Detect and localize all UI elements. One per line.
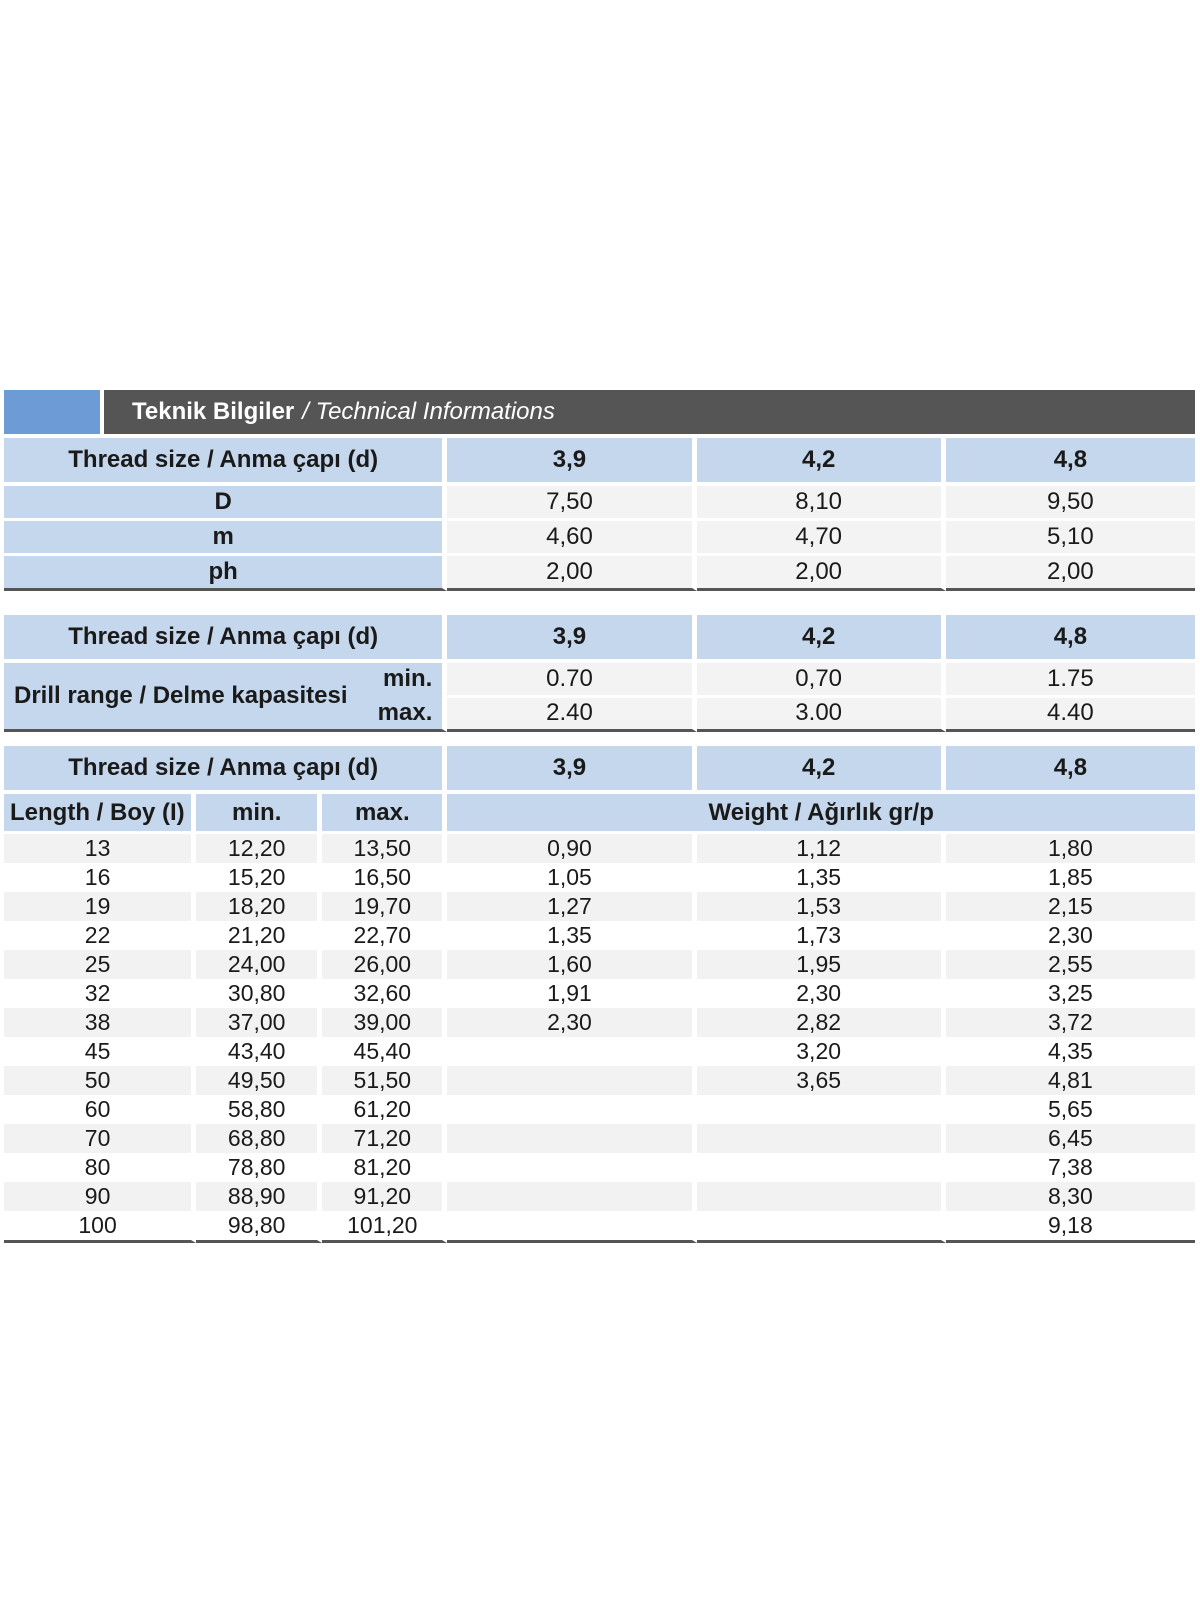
weight-cell: 1,60 <box>447 950 696 979</box>
min-cell: 12,20 <box>196 834 322 863</box>
row-label: D <box>4 486 447 521</box>
thread-size-label: Thread size / Anma çapı (d) <box>4 746 447 794</box>
cell-value: 5,10 <box>946 521 1195 556</box>
size-4-8: 4,8 <box>946 746 1195 794</box>
table-row <box>4 979 1195 1008</box>
size-4-8: 4,8 <box>946 438 1195 486</box>
cell-value: 2,00 <box>697 556 946 591</box>
cell-value: 9,50 <box>946 486 1195 521</box>
accent-block <box>4 390 104 434</box>
table-row <box>4 1153 1195 1182</box>
weight-cell <box>447 1211 696 1243</box>
weight-cell: 3,25 <box>946 979 1195 1008</box>
min-cell: 18,20 <box>196 892 322 921</box>
min-cell: 24,00 <box>196 950 322 979</box>
cell-value: 2,00 <box>447 556 696 591</box>
drill-max-value: 3.00 <box>697 698 946 733</box>
weight-body <box>4 834 1195 1243</box>
min-cell: 15,20 <box>196 863 322 892</box>
min-cell: 68,80 <box>196 1124 322 1153</box>
size-4-2: 4,2 <box>697 615 946 663</box>
weight-header-row <box>4 746 1195 794</box>
weight-cell <box>697 1095 946 1124</box>
weight-cell: 6,45 <box>946 1124 1195 1153</box>
drill-range-table <box>4 615 1195 732</box>
weight-cell: 9,18 <box>946 1211 1195 1243</box>
dimension-row-m <box>4 521 1195 556</box>
max-cell: 45,40 <box>322 1037 447 1066</box>
length-cell: 13 <box>4 834 196 863</box>
weight-cell: 1,05 <box>447 863 696 892</box>
table-row <box>4 863 1195 892</box>
max-cell: 22,70 <box>322 921 447 950</box>
weight-cell: 5,65 <box>946 1095 1195 1124</box>
length-cell: 60 <box>4 1095 196 1124</box>
weight-cell <box>447 1182 696 1211</box>
length-cell: 45 <box>4 1037 196 1066</box>
length-min-label: min. <box>196 794 322 834</box>
dimensions-header-row <box>4 438 1195 486</box>
title-turkish: Teknik Bilgiler <box>132 398 295 425</box>
weight-cell <box>447 1066 696 1095</box>
length-cell: 100 <box>4 1211 196 1243</box>
weight-cell <box>697 1211 946 1243</box>
size-4-8: 4,8 <box>946 615 1195 663</box>
cell-value: 4,70 <box>697 521 946 556</box>
weight-cell: 2,15 <box>946 892 1195 921</box>
weight-cell: 2,30 <box>697 979 946 1008</box>
cell-value: 8,10 <box>697 486 946 521</box>
length-cell: 90 <box>4 1182 196 1211</box>
min-cell: 30,80 <box>196 979 322 1008</box>
table-row <box>4 1095 1195 1124</box>
thread-size-label: Thread size / Anma çapı (d) <box>4 615 447 663</box>
weight-cell: 2,82 <box>697 1008 946 1037</box>
weight-cell <box>697 1124 946 1153</box>
drill-header-row <box>4 615 1195 663</box>
table-row <box>4 1008 1195 1037</box>
dimensions-table <box>4 438 1195 591</box>
max-cell: 19,70 <box>322 892 447 921</box>
weight-cell: 8,30 <box>946 1182 1195 1211</box>
weight-cell: 7,38 <box>946 1153 1195 1182</box>
size-3-9: 3,9 <box>447 615 696 663</box>
weight-cell <box>447 1153 696 1182</box>
weight-cell: 3,65 <box>697 1066 946 1095</box>
min-cell: 37,00 <box>196 1008 322 1037</box>
length-cell: 70 <box>4 1124 196 1153</box>
min-cell: 43,40 <box>196 1037 322 1066</box>
table-row <box>4 834 1195 863</box>
drill-max-value: 2.40 <box>447 698 696 733</box>
max-cell: 71,20 <box>322 1124 447 1153</box>
drill-min-row <box>4 663 1195 698</box>
drill-min-value: 0,70 <box>697 663 946 698</box>
min-cell: 21,20 <box>196 921 322 950</box>
weight-cell <box>697 1182 946 1211</box>
weight-cell: 3,72 <box>946 1008 1195 1037</box>
length-cell: 19 <box>4 892 196 921</box>
weight-cell <box>447 1095 696 1124</box>
weight-cell <box>447 1124 696 1153</box>
weight-cell: 3,20 <box>697 1037 946 1066</box>
size-3-9: 3,9 <box>447 746 696 794</box>
drill-range-label-cell <box>4 663 447 732</box>
weight-cell: 1,12 <box>697 834 946 863</box>
weight-cell: 1,73 <box>697 921 946 950</box>
weight-cell: 2,30 <box>447 1008 696 1037</box>
weight-cell: 1,80 <box>946 834 1195 863</box>
length-cell: 50 <box>4 1066 196 1095</box>
max-cell: 16,50 <box>322 863 447 892</box>
cell-value: 7,50 <box>447 486 696 521</box>
title-english: / Technical Informations <box>302 398 555 425</box>
row-label: m <box>4 521 447 556</box>
weight-cell: 2,55 <box>946 950 1195 979</box>
weight-cell: 4,81 <box>946 1066 1195 1095</box>
weight-cell: 1,95 <box>697 950 946 979</box>
table-row <box>4 1037 1195 1066</box>
table-row <box>4 1124 1195 1153</box>
table-row <box>4 1182 1195 1211</box>
weight-cell <box>447 1037 696 1066</box>
weight-cell <box>697 1153 946 1182</box>
length-cell: 80 <box>4 1153 196 1182</box>
weight-label: Weight / Ağırlık gr/p <box>447 794 1195 834</box>
drill-min-value: 1.75 <box>946 663 1195 698</box>
weight-cell: 1,91 <box>447 979 696 1008</box>
size-4-2: 4,2 <box>697 746 946 794</box>
drill-max-value: 4.40 <box>946 698 1195 733</box>
size-3-9: 3,9 <box>447 438 696 486</box>
weight-subheader-row <box>4 794 1195 834</box>
min-cell: 49,50 <box>196 1066 322 1095</box>
technical-info-sheet <box>4 390 1195 1243</box>
thread-size-label: Thread size / Anma çapı (d) <box>4 438 447 486</box>
min-cell: 78,80 <box>196 1153 322 1182</box>
drill-min-label: min. <box>383 665 433 692</box>
length-label: Length / Boy (I) <box>4 794 196 834</box>
length-max-label: max. <box>322 794 447 834</box>
table-row <box>4 921 1195 950</box>
max-cell: 81,20 <box>322 1153 447 1182</box>
weight-cell: 1,35 <box>697 863 946 892</box>
dimension-row-D <box>4 486 1195 521</box>
title-band <box>4 390 1195 434</box>
weight-cell: 1,27 <box>447 892 696 921</box>
weight-cell: 1,53 <box>697 892 946 921</box>
drill-min-value: 0.70 <box>447 663 696 698</box>
max-cell: 39,00 <box>322 1008 447 1037</box>
max-cell: 13,50 <box>322 834 447 863</box>
length-cell: 38 <box>4 1008 196 1037</box>
weight-cell: 0,90 <box>447 834 696 863</box>
size-4-2: 4,2 <box>697 438 946 486</box>
length-cell: 22 <box>4 921 196 950</box>
max-cell: 61,20 <box>322 1095 447 1124</box>
weight-cell: 1,85 <box>946 863 1195 892</box>
cell-value: 2,00 <box>946 556 1195 591</box>
table-row <box>4 1066 1195 1095</box>
max-cell: 51,50 <box>322 1066 447 1095</box>
drill-max-label: max. <box>377 699 433 726</box>
weight-cell: 2,30 <box>946 921 1195 950</box>
max-cell: 101,20 <box>322 1211 447 1243</box>
min-cell: 98,80 <box>196 1211 322 1243</box>
max-cell: 26,00 <box>322 950 447 979</box>
min-cell: 88,90 <box>196 1182 322 1211</box>
weight-cell: 1,35 <box>447 921 696 950</box>
table-row <box>4 950 1195 979</box>
table-row <box>4 1211 1195 1243</box>
cell-value: 4,60 <box>447 521 696 556</box>
row-label: ph <box>4 556 447 591</box>
title-bar <box>104 390 1195 434</box>
table-row <box>4 892 1195 921</box>
dimension-row-ph <box>4 556 1195 591</box>
min-cell: 58,80 <box>196 1095 322 1124</box>
drill-range-label: Drill range / Delme kapasitesi <box>14 682 348 709</box>
length-cell: 25 <box>4 950 196 979</box>
weight-cell: 4,35 <box>946 1037 1195 1066</box>
length-cell: 32 <box>4 979 196 1008</box>
length-cell: 16 <box>4 863 196 892</box>
weight-table <box>4 746 1195 1243</box>
max-cell: 91,20 <box>322 1182 447 1211</box>
max-cell: 32,60 <box>322 979 447 1008</box>
